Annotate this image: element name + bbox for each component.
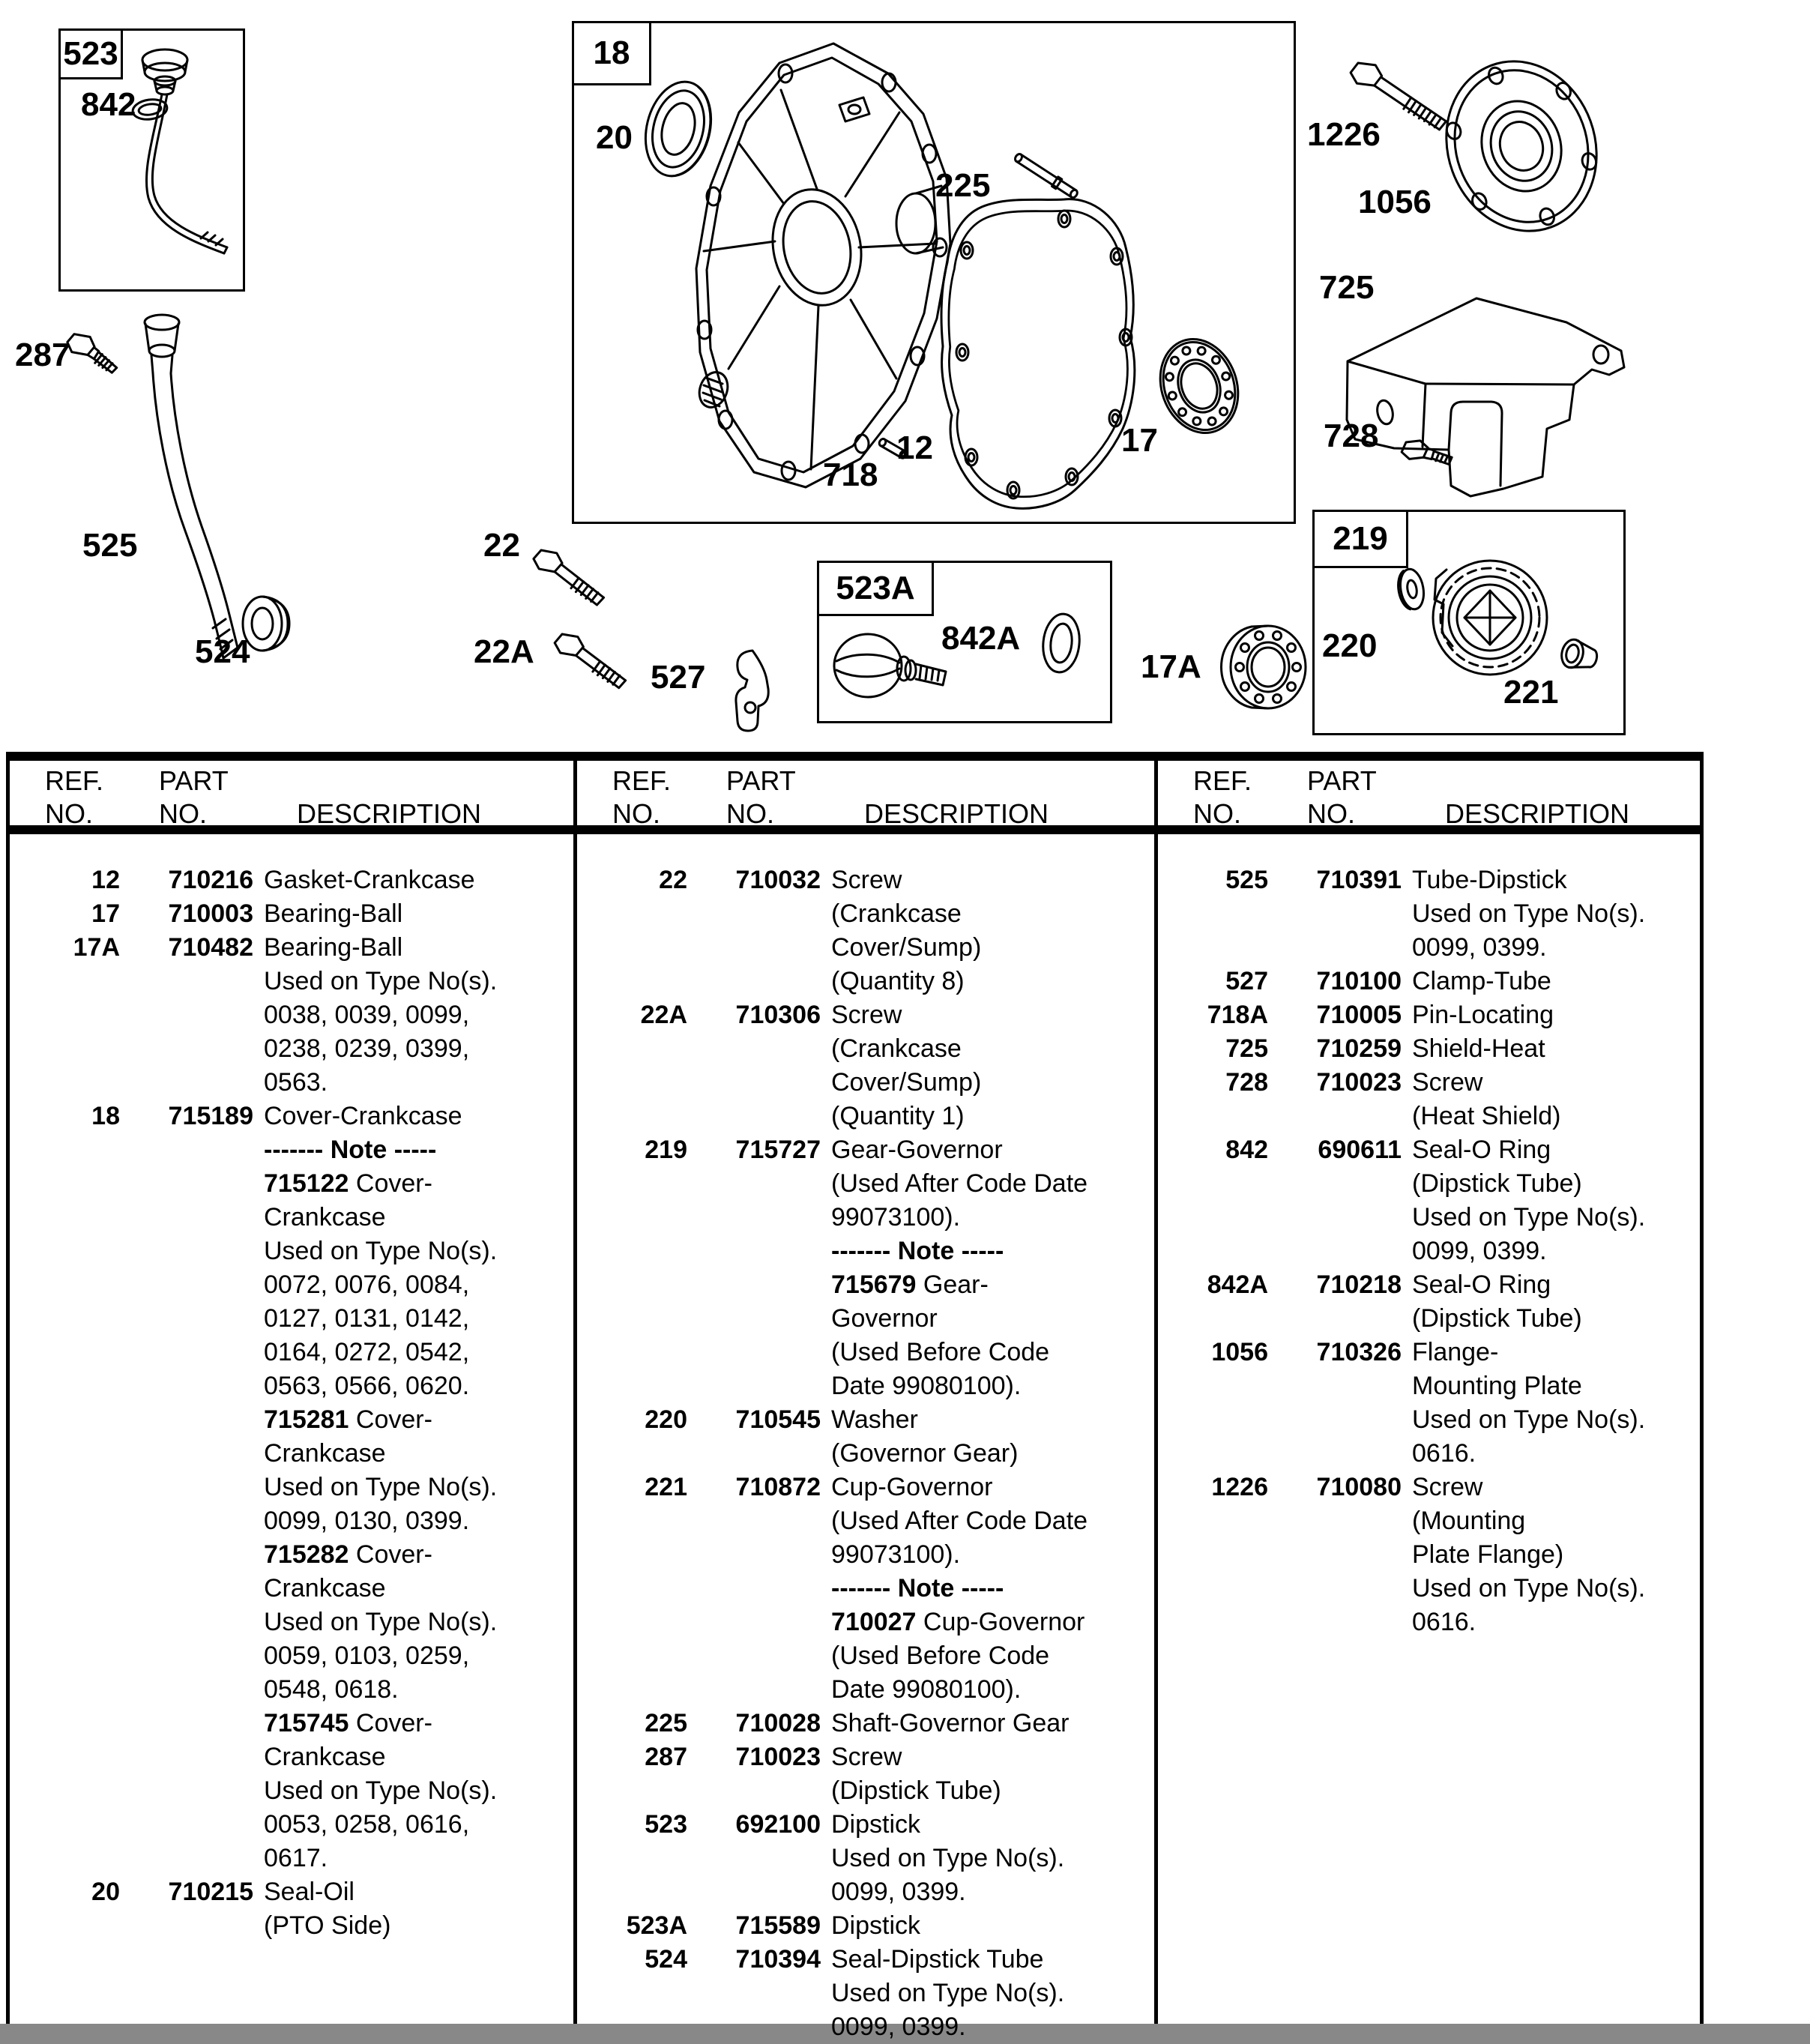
description bbox=[1402, 1066, 1700, 1133]
inset-box-18 bbox=[572, 21, 1296, 524]
table-row bbox=[573, 1808, 1154, 1909]
table-row bbox=[1154, 1066, 1700, 1133]
table-row bbox=[573, 1943, 1154, 2044]
description-line: (Used Before Code bbox=[831, 1338, 1050, 1366]
part-no: 710391 bbox=[1316, 866, 1402, 894]
table-row bbox=[573, 998, 1154, 1133]
ref-no: 12 bbox=[91, 866, 120, 894]
part-label-12: 12 bbox=[896, 429, 933, 466]
description bbox=[1402, 998, 1700, 1032]
description bbox=[253, 897, 573, 931]
part-no: 690611 bbox=[1318, 1136, 1402, 1164]
part-no: 710306 bbox=[735, 1001, 821, 1029]
part-no: 710032 bbox=[735, 866, 821, 894]
description-line: (Crankcase bbox=[831, 1034, 962, 1063]
part-no: 710215 bbox=[168, 1878, 253, 1906]
table-row bbox=[1154, 1268, 1700, 1336]
description-line: 0099, 0130, 0399. bbox=[264, 1507, 470, 1535]
screw-22a-drawing bbox=[551, 628, 633, 689]
part-no: 715727 bbox=[735, 1136, 821, 1164]
flange-1056-drawing bbox=[1423, 40, 1620, 252]
description bbox=[821, 1740, 1154, 1808]
part-label-524: 524 bbox=[195, 633, 250, 670]
description-line: Cup-Governor bbox=[831, 1473, 993, 1501]
part-label-1056: 1056 bbox=[1358, 184, 1432, 220]
description-line: Dipstick bbox=[831, 1911, 921, 1940]
description-line: Screw bbox=[831, 1743, 902, 1771]
description bbox=[1402, 1133, 1700, 1268]
description-line: 715679 Gear- bbox=[831, 1270, 989, 1299]
parts-table-column-1 bbox=[6, 863, 573, 1943]
ref-no: 22 bbox=[659, 866, 687, 894]
description bbox=[1402, 1268, 1700, 1336]
description-line: 0127, 0131, 0142, bbox=[264, 1304, 470, 1333]
description bbox=[821, 863, 1154, 998]
clamp-527-drawing bbox=[736, 651, 768, 731]
description bbox=[253, 1875, 573, 1943]
part-label-527: 527 bbox=[651, 659, 706, 696]
description-line: Bearing-Ball bbox=[264, 933, 403, 962]
description bbox=[1402, 1471, 1700, 1639]
ref-no: 842 bbox=[1225, 1136, 1268, 1164]
header-no: NO. bbox=[1307, 798, 1356, 829]
ref-no: 718A bbox=[1207, 1001, 1268, 1029]
table-row bbox=[573, 1909, 1154, 1943]
description bbox=[253, 931, 573, 1100]
description bbox=[821, 1707, 1154, 1740]
part-label-728: 728 bbox=[1324, 417, 1379, 454]
ref-no: 1056 bbox=[1211, 1338, 1268, 1366]
part-no: 710023 bbox=[735, 1743, 821, 1771]
header-no: NO. bbox=[726, 798, 775, 829]
table-row bbox=[6, 863, 573, 897]
ref-no: 17 bbox=[91, 899, 120, 928]
description-line: (Crankcase bbox=[831, 899, 962, 928]
description-line: Cover-Crankcase bbox=[264, 1102, 462, 1130]
table-row bbox=[6, 1100, 573, 1875]
ref-no: 219 bbox=[645, 1136, 687, 1164]
description bbox=[821, 1133, 1154, 1403]
description-line: Governor bbox=[831, 1304, 938, 1333]
part-no: 710080 bbox=[1316, 1473, 1402, 1501]
ref-no: 524 bbox=[645, 1945, 687, 1974]
screw-22-drawing bbox=[529, 544, 611, 606]
description-line: Used on Type No(s). bbox=[1412, 1203, 1646, 1231]
description-line: 715281 Cover- bbox=[264, 1405, 432, 1434]
description-line: (Used After Code Date bbox=[831, 1507, 1088, 1535]
description-line: Used on Type No(s). bbox=[1412, 899, 1646, 928]
table-row bbox=[1154, 998, 1700, 1032]
description-line: 99073100). bbox=[831, 1203, 961, 1231]
description-line: Seal-O Ring bbox=[1412, 1270, 1551, 1299]
description-line: (Used Before Code bbox=[831, 1641, 1050, 1670]
header-no: NO. bbox=[159, 798, 208, 829]
part-label-17: 17 bbox=[1121, 422, 1158, 459]
description-line: 0617. bbox=[264, 1844, 328, 1872]
description-line: Used on Type No(s). bbox=[264, 1776, 498, 1805]
part-no: 710023 bbox=[1316, 1068, 1402, 1097]
part-no: 710872 bbox=[735, 1473, 821, 1501]
screw-728-drawing bbox=[1401, 438, 1454, 468]
description-line: 0053, 0258, 0616, bbox=[264, 1810, 470, 1839]
description-line: Gear-Governor bbox=[831, 1136, 1003, 1164]
header-no: NO. bbox=[45, 798, 94, 829]
description bbox=[253, 1100, 573, 1875]
description-line: 0563. bbox=[264, 1068, 328, 1097]
ref-no: 523 bbox=[645, 1810, 687, 1839]
table-row bbox=[573, 1471, 1154, 1707]
table-row bbox=[573, 1403, 1154, 1471]
description-line: 0059, 0103, 0259, bbox=[264, 1641, 470, 1670]
description-line: 0099, 0399. bbox=[831, 2013, 966, 2041]
description-line: Cover/Sump) bbox=[831, 933, 982, 962]
part-label-1226: 1226 bbox=[1307, 116, 1381, 153]
part-no: 710545 bbox=[735, 1405, 821, 1434]
part-label-219: 219 bbox=[1312, 510, 1408, 568]
description-line: ------- Note ----- bbox=[831, 1574, 1004, 1603]
description bbox=[821, 1808, 1154, 1909]
description-line: (Quantity 1) bbox=[831, 1102, 965, 1130]
part-label-20: 20 bbox=[596, 119, 633, 156]
ref-no: 1226 bbox=[1211, 1473, 1268, 1501]
table-row bbox=[573, 1707, 1154, 1740]
description bbox=[821, 1471, 1154, 1707]
description-line: (Heat Shield) bbox=[1412, 1102, 1561, 1130]
description-line: Used on Type No(s). bbox=[831, 1979, 1065, 2007]
description-line: 715282 Cover- bbox=[264, 1540, 432, 1569]
description-line: Used on Type No(s). bbox=[264, 1608, 498, 1636]
description-line: Used on Type No(s). bbox=[831, 1844, 1065, 1872]
description-line: Crankcase bbox=[264, 1574, 386, 1603]
description-line: Gasket-Crankcase bbox=[264, 866, 475, 894]
description-line: Bearing-Ball bbox=[264, 899, 403, 928]
description-line: 0099, 0399. bbox=[831, 1878, 966, 1906]
ref-no: 221 bbox=[645, 1473, 687, 1501]
description-line: (Mounting bbox=[1412, 1507, 1526, 1535]
bearing-17a-drawing bbox=[1221, 626, 1306, 708]
description-line: Mounting Plate bbox=[1412, 1372, 1582, 1400]
header-part: PART bbox=[1307, 765, 1377, 796]
ref-no: 728 bbox=[1225, 1068, 1268, 1097]
description-line: 99073100). bbox=[831, 1540, 961, 1569]
parts-table-column-2 bbox=[573, 863, 1154, 2044]
header-description: DESCRIPTION bbox=[864, 798, 1049, 829]
table-row bbox=[6, 897, 573, 931]
description-line: Seal-Dipstick Tube bbox=[831, 1945, 1044, 1974]
description bbox=[253, 863, 573, 897]
description-line: Dipstick bbox=[831, 1810, 921, 1839]
ref-no: 527 bbox=[1225, 967, 1268, 995]
description-line: Crankcase bbox=[264, 1743, 386, 1771]
part-no: 710326 bbox=[1316, 1338, 1402, 1366]
description-line: Plate Flange) bbox=[1412, 1540, 1564, 1569]
description-line: Used on Type No(s). bbox=[264, 967, 498, 995]
description-line: (Dipstick Tube) bbox=[831, 1776, 1001, 1805]
screw-287-drawing bbox=[64, 328, 124, 377]
description-line: Used on Type No(s). bbox=[1412, 1405, 1646, 1434]
description-line: Cover/Sump) bbox=[831, 1068, 982, 1097]
part-label-842: 842 bbox=[81, 86, 136, 123]
description-line: (Quantity 8) bbox=[831, 967, 965, 995]
part-label-17a: 17A bbox=[1141, 648, 1201, 685]
header-part: PART bbox=[159, 765, 229, 796]
description-line: 0099, 0399. bbox=[1412, 933, 1547, 962]
part-label-523a: 523A bbox=[817, 561, 934, 616]
description-line: 0563, 0566, 0620. bbox=[264, 1372, 470, 1400]
ref-no: 842A bbox=[1207, 1270, 1268, 1299]
description-line: 0616. bbox=[1412, 1439, 1476, 1468]
description-line: Seal-O Ring bbox=[1412, 1136, 1551, 1164]
description bbox=[1402, 965, 1700, 998]
description-line: (PTO Side) bbox=[264, 1911, 391, 1940]
part-label-221: 221 bbox=[1503, 674, 1559, 711]
table-row bbox=[6, 1875, 573, 1943]
table-row bbox=[573, 1133, 1154, 1403]
part-no: 692100 bbox=[735, 1810, 821, 1839]
part-label-220: 220 bbox=[1322, 627, 1378, 664]
description-line: Screw bbox=[831, 866, 902, 894]
part-label-22: 22 bbox=[483, 527, 520, 564]
header-description: DESCRIPTION bbox=[297, 798, 482, 829]
description bbox=[821, 998, 1154, 1133]
description-line: Screw bbox=[831, 1001, 902, 1029]
description-line: Crankcase bbox=[264, 1203, 386, 1231]
description-line: 0072, 0076, 0084, bbox=[264, 1270, 470, 1299]
ref-no: 17A bbox=[73, 933, 120, 962]
description-line: (Dipstick Tube) bbox=[1412, 1169, 1582, 1198]
description-line: 0238, 0239, 0399, bbox=[264, 1034, 470, 1063]
part-no: 710218 bbox=[1316, 1270, 1402, 1299]
description bbox=[1402, 863, 1700, 965]
description-line: 0038, 0039, 0099, bbox=[264, 1001, 470, 1029]
part-label-718: 718 bbox=[823, 456, 878, 493]
ref-no: 287 bbox=[645, 1743, 687, 1771]
ref-no: 725 bbox=[1225, 1034, 1268, 1063]
description-line: (Dipstick Tube) bbox=[1412, 1304, 1582, 1333]
ref-no: 523A bbox=[626, 1911, 687, 1940]
part-no: 710216 bbox=[168, 866, 253, 894]
table-border-top bbox=[6, 752, 1704, 761]
part-no: 710394 bbox=[735, 1945, 821, 1974]
description-line: Date 99080100). bbox=[831, 1372, 1022, 1400]
ref-no: 220 bbox=[645, 1405, 687, 1434]
part-no: 715189 bbox=[168, 1102, 253, 1130]
description-line: ------- Note ----- bbox=[831, 1237, 1004, 1265]
inset-box-523 bbox=[58, 28, 245, 292]
description-line: 715745 Cover- bbox=[264, 1709, 432, 1737]
description-line: 0616. bbox=[1412, 1608, 1476, 1636]
dipstick-tube-525-drawing bbox=[145, 315, 238, 658]
description-line: Shaft-Governor Gear bbox=[831, 1709, 1070, 1737]
part-no: 710259 bbox=[1316, 1034, 1402, 1063]
table-border-right bbox=[1700, 752, 1704, 2024]
part-label-22a: 22A bbox=[474, 633, 534, 670]
description-line: Tube-Dipstick bbox=[1412, 866, 1567, 894]
part-no: 710028 bbox=[735, 1709, 821, 1737]
description-line: Used on Type No(s). bbox=[264, 1473, 498, 1501]
part-label-842a: 842A bbox=[941, 620, 1021, 657]
description-line: (Used After Code Date bbox=[831, 1169, 1088, 1198]
part-label-18: 18 bbox=[572, 21, 651, 85]
ref-no: 18 bbox=[91, 1102, 120, 1130]
description bbox=[1402, 1336, 1700, 1471]
description-line: ------- Note ----- bbox=[264, 1136, 437, 1164]
table-row bbox=[1154, 1133, 1700, 1268]
description-line: Screw bbox=[1412, 1473, 1483, 1501]
description-line: Used on Type No(s). bbox=[264, 1237, 498, 1265]
table-row bbox=[1154, 1471, 1700, 1639]
table-row bbox=[1154, 965, 1700, 998]
part-no: 710005 bbox=[1316, 1001, 1402, 1029]
header-description: DESCRIPTION bbox=[1445, 798, 1630, 829]
description bbox=[1402, 1032, 1700, 1066]
header-part: PART bbox=[726, 765, 796, 796]
header-ref: REF. bbox=[45, 765, 104, 796]
description-line: (Governor Gear) bbox=[831, 1439, 1019, 1468]
description-line: 0099, 0399. bbox=[1412, 1237, 1547, 1265]
table-row bbox=[573, 1740, 1154, 1808]
header-no: NO. bbox=[1193, 798, 1242, 829]
description-line: 715122 Cover- bbox=[264, 1169, 432, 1198]
description-line: Flange- bbox=[1412, 1338, 1499, 1366]
inset-box-219 bbox=[1312, 510, 1626, 735]
ref-no: 20 bbox=[91, 1878, 120, 1906]
description-line: Pin-Locating bbox=[1412, 1001, 1554, 1029]
ref-no: 525 bbox=[1225, 866, 1268, 894]
part-label-525: 525 bbox=[82, 527, 138, 564]
part-label-725: 725 bbox=[1319, 269, 1375, 306]
description-line: Shield-Heat bbox=[1412, 1034, 1545, 1063]
description-line: Screw bbox=[1412, 1068, 1483, 1097]
heat-shield-725-drawing bbox=[1347, 298, 1624, 496]
part-label-225: 225 bbox=[935, 167, 991, 204]
description bbox=[821, 1909, 1154, 1943]
description-line: Washer bbox=[831, 1405, 918, 1434]
description-line: Seal-Oil bbox=[264, 1878, 355, 1906]
header-ref: REF. bbox=[1193, 765, 1252, 796]
part-no: 715589 bbox=[735, 1911, 821, 1940]
part-no: 710100 bbox=[1316, 967, 1402, 995]
description-line: 0164, 0272, 0542, bbox=[264, 1338, 470, 1366]
description-line: Crankcase bbox=[264, 1439, 386, 1468]
table-row bbox=[1154, 863, 1700, 965]
header-ref: REF. bbox=[612, 765, 672, 796]
part-label-523: 523 bbox=[58, 28, 123, 79]
description bbox=[821, 1943, 1154, 2044]
table-row bbox=[573, 863, 1154, 998]
parts-table-column-3 bbox=[1154, 863, 1700, 1639]
description-line: Clamp-Tube bbox=[1412, 967, 1551, 995]
table-row bbox=[6, 931, 573, 1100]
header-no: NO. bbox=[612, 798, 661, 829]
table-row bbox=[1154, 1336, 1700, 1471]
ref-no: 22A bbox=[640, 1001, 687, 1029]
description-line: Date 99080100). bbox=[831, 1675, 1022, 1704]
description-line: Used on Type No(s). bbox=[1412, 1574, 1646, 1603]
ref-no: 225 bbox=[645, 1709, 687, 1737]
part-no: 710482 bbox=[168, 933, 253, 962]
part-no: 710003 bbox=[168, 899, 253, 928]
description bbox=[821, 1403, 1154, 1471]
description-line: 0548, 0618. bbox=[264, 1675, 399, 1704]
table-row bbox=[1154, 1032, 1700, 1066]
part-label-287: 287 bbox=[15, 337, 70, 373]
description-line: 710027 Cup-Governor bbox=[831, 1608, 1085, 1636]
